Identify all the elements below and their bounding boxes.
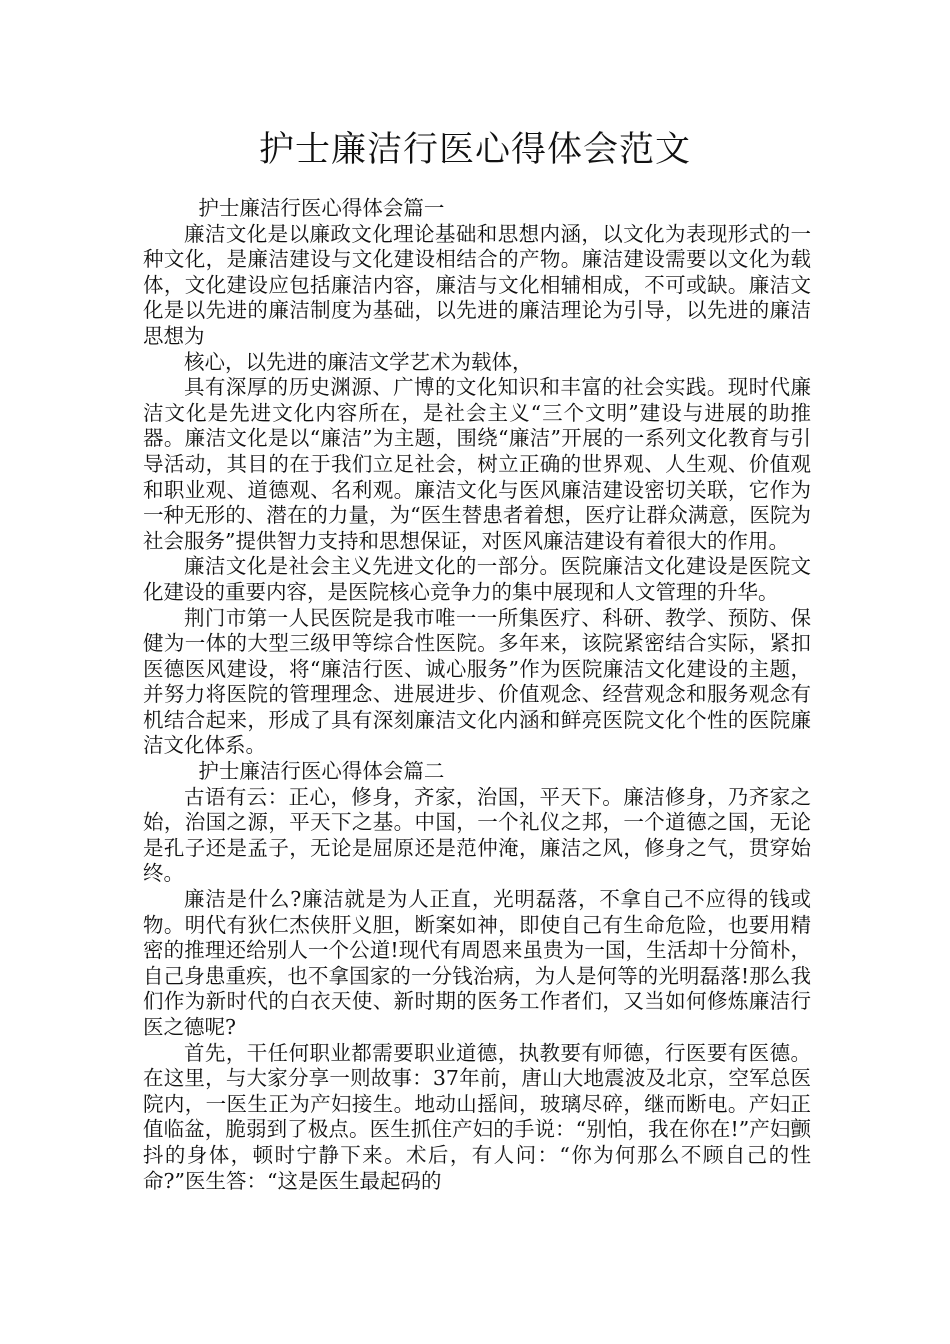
paragraph: 荆门市第一人民医院是我市唯一一所集医疗、科研、教学、预防、保健为一体的大型三级甲等综合性医院。多年来，该院紧密结合实际，紧扣医德医风建设，将“廉洁行医、诚心服务”作为医院廉洁文化建设的主题，并努力将医院的管理理念、进展进步、价值观念、经营观念和服务观念有机结合起来，形成了具有深刻廉洁文化内涵和鲜亮医院文化个性的医院廉洁文化体系。 [143, 605, 811, 758]
paragraph: 首先，干任何职业都需要职业道德，执教要有师德，行医要有医德。在这里，与大家分享一则故事：37年前，唐山大地震波及北京，空军总医院内，一医生正为产妇接生。地动山摇间，玻璃尽碎，继而断电。产妇正值临盆，脆弱到了极点。医生抓住产妇的手说：“别怕，我在你在!”产妇颤抖的身体，顿时宁静下来。术后，有人问：“你为何那么不顾自己的性命?”医生答：“这是医生最起码的 [143, 1040, 811, 1193]
document-title: 护士廉洁行医心得体会范文 [258, 130, 691, 170]
section-heading: 护士廉洁行医心得体会篇一 [198, 196, 445, 220]
paragraph: 廉洁是什么?廉洁就是为人正直，光明磊落，不拿自己不应得的钱或物。明代有狄仁杰侠肝义胆，断案如神，即使自己有生命危险，也要用精密的推理还给别人一个公道!现代有周恩来虽贵为一国，生活却十分简朴，自己身患重疾，也不拿国家的一分钱治病，为人是何等的光明磊落!那么我们作为新时代的白衣天使、新时期的医务工作者们，又当如何修炼廉洁行医之德呢? [143, 887, 811, 1039]
paragraph: 古语有云：正心，修身，齐家，治国，平天下。廉洁修身，乃齐家之始，治国之源，平天下之基。中国，一个礼仪之邦，一个道德之国，无论是孔子还是孟子，无论是屈原还是范仲淹，廉洁之风，修身之气，贯穿始终。 [143, 784, 811, 886]
section-heading: 护士廉洁行医心得体会篇二 [198, 759, 445, 784]
paragraph: 具有深厚的历史渊源、广博的文化知识和丰富的社会实践。现时代廉洁文化是先进文化内容所在，是社会主义“三个文明”建设与进展的助推器。廉洁文化是以“廉洁”为主题，围绕“廉洁”开展的一系列文化教育与引导活动，其目的在于我们立足社会，树立正确的世界观、人生观、价值观和职业观、道德观、名利观。廉洁文化与医风廉洁建设密切关联，它作为一种无形的、潜在的力量，为“医生替患者着想，医疗让群众满意，医院为社会服务”提供智力支持和思想保证，对医风廉洁建设有着很大的作用。 [143, 375, 811, 553]
paragraph: 核心，以先进的廉洁文学艺术为载体， [184, 349, 533, 374]
document-body [143, 196, 811, 1194]
paragraph: 廉洁文化是以廉政文化理论基础和思想内涵，以文化为表现形式的一种文化，是廉洁建设与文化建设相结合的产物。廉洁建设需要以文化为载体，文化建设应包括廉洁内容，廉洁与文化相辅相成，不可或缺。廉洁文化是以先进的廉洁制度为基础，以先进的廉洁理论为引导，以先进的廉洁思想为 [143, 221, 811, 348]
paragraph: 廉洁文化是社会主义先进文化的一部分。医院廉洁文化建设是医院文化建设的重要内容，是医院核心竞争力的集中展现和人文管理的升华。 [143, 554, 811, 604]
